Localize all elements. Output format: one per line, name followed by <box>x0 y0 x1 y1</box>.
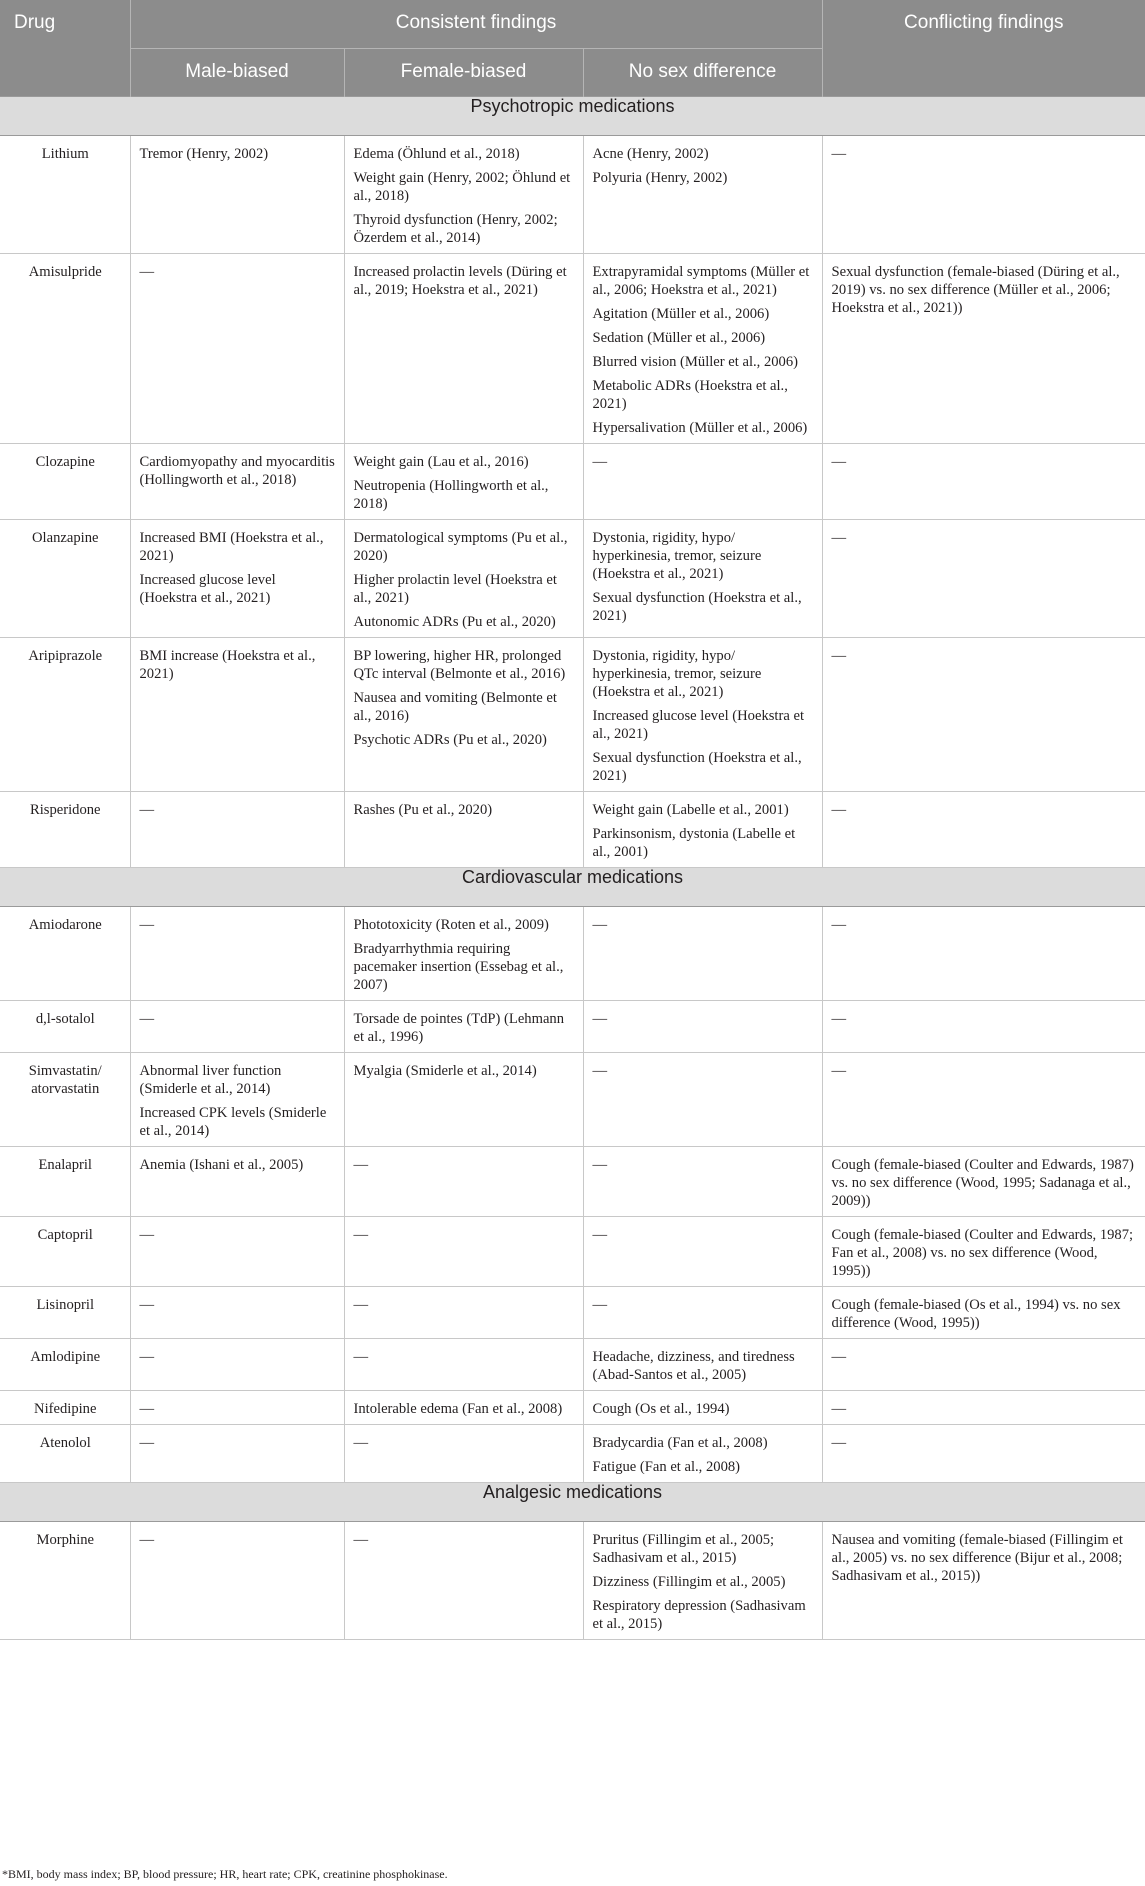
conflict-cell <box>822 444 1145 520</box>
male-cell <box>130 1391 344 1425</box>
drug-cell: Olanzapine <box>0 520 130 638</box>
nodiff-cell <box>583 1001 822 1053</box>
drug-cell: Amiodarone <box>0 907 130 1001</box>
drug-cell: d,l-sotalol <box>0 1001 130 1053</box>
conflict-cell <box>822 1339 1145 1391</box>
finding-entry: — <box>831 802 847 818</box>
nodiff-cell <box>583 254 822 444</box>
finding-entry: — <box>353 1349 369 1365</box>
female-cell <box>344 1425 583 1483</box>
finding-entry: Torsade de pointes (TdP) (Lehmann et al., 1996) <box>353 1011 565 1045</box>
finding-entry: Sexual dysfunction (Hoekstra et al., 2021) <box>592 590 802 624</box>
header-consistent-findings: Consistent findings <box>130 0 822 49</box>
drug-cell: Atenolol <box>0 1425 130 1483</box>
drug-cell: Aripiprazole <box>0 638 130 792</box>
finding-entry: — <box>139 1532 155 1548</box>
nodiff-cell <box>583 520 822 638</box>
finding-entry: — <box>139 1297 155 1313</box>
nodiff-cell <box>583 1287 822 1339</box>
table-footnote: *BMI, body mass index; BP, blood pressure; HR, heart rate; CPK, creatinine phosphokinase. <box>2 1867 448 1881</box>
finding-entry: — <box>139 802 155 818</box>
conflict-cell <box>822 1053 1145 1147</box>
finding-entry: — <box>592 1227 608 1243</box>
conflict-cell <box>822 254 1145 444</box>
male-cell <box>130 1425 344 1483</box>
finding-entry: Neutropenia (Hollingworth et al., 2018) <box>353 478 549 512</box>
finding-entry: Agitation (Müller et al., 2006) <box>592 306 770 322</box>
drug-cell: Enalapril <box>0 1147 130 1217</box>
drug-cell: Captopril <box>0 1217 130 1287</box>
finding-entry: — <box>831 1401 847 1417</box>
drug-cell: Amisulpride <box>0 254 130 444</box>
drug-cell: Lisinopril <box>0 1287 130 1339</box>
male-cell <box>130 638 344 792</box>
section-row <box>0 868 1145 907</box>
table-row <box>0 1053 1145 1147</box>
finding-entry: — <box>139 917 155 933</box>
female-cell <box>344 1001 583 1053</box>
female-cell <box>344 1147 583 1217</box>
table-row <box>0 907 1145 1001</box>
drug-cell: Nifedipine <box>0 1391 130 1425</box>
female-cell <box>344 1391 583 1425</box>
finding-entry: — <box>139 264 155 280</box>
finding-entry: — <box>831 1349 847 1365</box>
conflict-cell <box>822 136 1145 254</box>
header-female-biased: Female-biased <box>344 49 583 97</box>
finding-entry: — <box>592 1063 608 1079</box>
table-row <box>0 1217 1145 1287</box>
table-row <box>0 1339 1145 1391</box>
finding-entry: Sexual dysfunction (female-biased (Düring et al., 2019) vs. no sex difference (Müller et al., 2006; Hoekstra et al., 2021)) <box>831 264 1120 316</box>
finding-entry: Myalgia (Smiderle et al., 2014) <box>353 1063 537 1079</box>
section-row <box>0 97 1145 136</box>
conflict-cell <box>822 1001 1145 1053</box>
table-body <box>0 97 1145 1640</box>
finding-entry: Dermatological symptoms (Pu et al., 2020) <box>353 530 568 564</box>
table-header <box>0 0 1145 97</box>
conflict-cell <box>822 1217 1145 1287</box>
table-row <box>0 520 1145 638</box>
finding-entry: Bradycardia (Fan et al., 2008) <box>592 1435 768 1451</box>
table-row <box>0 1391 1145 1425</box>
nodiff-cell <box>583 1147 822 1217</box>
nodiff-cell <box>583 1425 822 1483</box>
finding-entry: Increased CPK levels (Smiderle et al., 2014) <box>139 1105 327 1139</box>
finding-entry: Fatigue (Fan et al., 2008) <box>592 1459 741 1475</box>
finding-entry: — <box>353 1532 369 1548</box>
male-cell <box>130 1053 344 1147</box>
table-row <box>0 792 1145 868</box>
conflict-cell <box>822 1147 1145 1217</box>
finding-entry: — <box>592 1297 608 1313</box>
finding-entry: Nausea and vomiting (Belmonte et al., 2016) <box>353 690 557 724</box>
finding-entry: — <box>353 1297 369 1313</box>
finding-entry: Dystonia, rigidity, hypo/ hyperkinesia, tremor, seizure (Hoekstra et al., 2021) <box>592 530 762 582</box>
finding-entry: Higher prolactin level (Hoekstra et al., 2021) <box>353 572 557 606</box>
female-cell <box>344 1522 583 1640</box>
nodiff-cell <box>583 907 822 1001</box>
finding-entry: Abnormal liver function (Smiderle et al., 2014) <box>139 1063 282 1097</box>
header-drug: Drug <box>0 0 130 97</box>
finding-entry: — <box>831 917 847 933</box>
finding-entry: Nausea and vomiting (female-biased (Fillingim et al., 2005) vs. no sex difference (Bijur et al., 2008; Sadhasivam et al., 2015)) <box>831 1532 1123 1584</box>
nodiff-cell <box>583 1339 822 1391</box>
finding-entry: Respiratory depression (Sadhasivam et al., 2015) <box>592 1598 806 1632</box>
nodiff-cell <box>583 1522 822 1640</box>
conflict-cell <box>822 1287 1145 1339</box>
nodiff-cell <box>583 1053 822 1147</box>
finding-entry: Hypersalivation (Müller et al., 2006) <box>592 420 808 436</box>
finding-entry: — <box>831 1011 847 1027</box>
nodiff-cell <box>583 792 822 868</box>
finding-entry: — <box>139 1349 155 1365</box>
table-row <box>0 1287 1145 1339</box>
female-cell <box>344 907 583 1001</box>
nodiff-cell <box>583 444 822 520</box>
conflict-cell <box>822 792 1145 868</box>
drug-cell: Simvastatin/ atorvastatin <box>0 1053 130 1147</box>
finding-entry: — <box>353 1157 369 1173</box>
finding-entry: Anemia (Ishani et al., 2005) <box>139 1157 304 1173</box>
male-cell <box>130 520 344 638</box>
finding-entry: Headache, dizziness, and tiredness (Abad-Santos et al., 2005) <box>592 1349 795 1383</box>
male-cell <box>130 444 344 520</box>
table-row <box>0 638 1145 792</box>
male-cell <box>130 136 344 254</box>
male-cell <box>130 254 344 444</box>
table-row <box>0 1001 1145 1053</box>
drug-cell: Morphine <box>0 1522 130 1640</box>
section-row <box>0 1483 1145 1522</box>
finding-entry: — <box>139 1401 155 1417</box>
finding-entry: — <box>139 1435 155 1451</box>
finding-entry: Psychotic ADRs (Pu et al., 2020) <box>353 732 547 748</box>
conflict-cell <box>822 638 1145 792</box>
finding-entry: Sexual dysfunction (Hoekstra et al., 2021) <box>592 750 802 784</box>
finding-entry: Pruritus (Fillingim et al., 2005; Sadhasivam et al., 2015) <box>592 1532 775 1566</box>
finding-entry: — <box>831 648 847 664</box>
table-row <box>0 1425 1145 1483</box>
drug-cell: Amlodipine <box>0 1339 130 1391</box>
female-cell <box>344 1217 583 1287</box>
nodiff-cell <box>583 1217 822 1287</box>
male-cell <box>130 907 344 1001</box>
male-cell <box>130 792 344 868</box>
finding-entry: Cough (Os et al., 1994) <box>592 1401 730 1417</box>
female-cell <box>344 444 583 520</box>
conflict-cell <box>822 1425 1145 1483</box>
section-title: Cardiovascular medications <box>0 868 1145 907</box>
female-cell <box>344 638 583 792</box>
finding-entry: — <box>831 1063 847 1079</box>
header-no-sex-difference: No sex difference <box>583 49 822 97</box>
conflict-cell <box>822 520 1145 638</box>
section-title: Analgesic medications <box>0 1483 1145 1522</box>
finding-entry: Increased glucose level (Hoekstra et al., 2021) <box>139 572 276 606</box>
finding-entry: — <box>831 1435 847 1451</box>
male-cell <box>130 1522 344 1640</box>
finding-entry: — <box>592 917 608 933</box>
finding-entry: Sedation (Müller et al., 2006) <box>592 330 766 346</box>
finding-entry: — <box>139 1227 155 1243</box>
male-cell <box>130 1217 344 1287</box>
finding-entry: Parkinsonism, dystonia (Labelle et al., 2001) <box>592 826 796 860</box>
finding-entry: Dizziness (Fillingim et al., 2005) <box>592 1574 786 1590</box>
finding-entry: Dystonia, rigidity, hypo/ hyperkinesia, tremor, seizure (Hoekstra et al., 2021) <box>592 648 762 700</box>
finding-entry: — <box>831 146 847 162</box>
finding-entry: Bradyarrhythmia requiring pacemaker insertion (Essebag et al., 2007) <box>353 941 564 993</box>
finding-entry: — <box>831 454 847 470</box>
finding-entry: Intolerable edema (Fan et al., 2008) <box>353 1401 563 1417</box>
female-cell <box>344 136 583 254</box>
nodiff-cell <box>583 136 822 254</box>
header-conflicting-findings: Conflicting findings <box>822 0 1145 97</box>
female-cell <box>344 520 583 638</box>
finding-entry: Cardiomyopathy and myocarditis (Hollingworth et al., 2018) <box>139 454 335 488</box>
finding-entry: Extrapyramidal symptoms (Müller et al., 2006; Hoekstra et al., 2021) <box>592 264 810 298</box>
female-cell <box>344 254 583 444</box>
section-title: Psychotropic medications <box>0 97 1145 136</box>
conflict-cell <box>822 1522 1145 1640</box>
drug-cell: Clozapine <box>0 444 130 520</box>
finding-entry: Cough (female-biased (Os et al., 1994) vs. no sex difference (Wood, 1995)) <box>831 1297 1121 1331</box>
finding-entry: Increased glucose level (Hoekstra et al., 2021) <box>592 708 805 742</box>
finding-entry: Polyuria (Henry, 2002) <box>592 170 728 186</box>
finding-entry: — <box>592 1011 608 1027</box>
finding-entry: — <box>353 1435 369 1451</box>
nodiff-cell <box>583 638 822 792</box>
male-cell <box>130 1287 344 1339</box>
finding-entry: — <box>831 530 847 546</box>
header-male-biased: Male-biased <box>130 49 344 97</box>
finding-entry: BMI increase (Hoekstra et al., 2021) <box>139 648 316 682</box>
finding-entry: Increased BMI (Hoekstra et al., 2021) <box>139 530 324 564</box>
male-cell <box>130 1339 344 1391</box>
finding-entry: Weight gain (Henry, 2002; Öhlund et al., 2018) <box>353 170 571 204</box>
finding-entry: Cough (female-biased (Coulter and Edwards, 1987; Fan et al., 2008) vs. no sex difference (Wood, 1995)) <box>831 1227 1134 1279</box>
table-row <box>0 254 1145 444</box>
conflict-cell <box>822 1391 1145 1425</box>
nodiff-cell <box>583 1391 822 1425</box>
finding-entry: — <box>353 1227 369 1243</box>
finding-entry: Edema (Öhlund et al., 2018) <box>353 146 520 162</box>
finding-entry: — <box>592 1157 608 1173</box>
drug-cell: Risperidone <box>0 792 130 868</box>
table-row <box>0 1147 1145 1217</box>
table-row <box>0 444 1145 520</box>
finding-entry: Metabolic ADRs (Hoekstra et al., 2021) <box>592 378 788 412</box>
finding-entry: Autonomic ADRs (Pu et al., 2020) <box>353 614 556 630</box>
finding-entry: Thyroid dysfunction (Henry, 2002; Özerdem et al., 2014) <box>353 212 558 246</box>
finding-entry: Weight gain (Lau et al., 2016) <box>353 454 529 470</box>
finding-entry: Blurred vision (Müller et al., 2006) <box>592 354 798 370</box>
table-row <box>0 1522 1145 1640</box>
finding-entry: — <box>139 1011 155 1027</box>
male-cell <box>130 1147 344 1217</box>
finding-entry: — <box>592 454 608 470</box>
finding-entry: Phototoxicity (Roten et al., 2009) <box>353 917 549 933</box>
finding-entry: Tremor (Henry, 2002) <box>139 146 269 162</box>
finding-entry: Rashes (Pu et al., 2020) <box>353 802 493 818</box>
male-cell <box>130 1001 344 1053</box>
conflict-cell <box>822 907 1145 1001</box>
finding-entry: BP lowering, higher HR, prolonged QTc interval (Belmonte et al., 2016) <box>353 648 566 682</box>
finding-entry: Increased prolactin levels (Düring et al., 2019; Hoekstra et al., 2021) <box>353 264 567 298</box>
table-row <box>0 136 1145 254</box>
female-cell <box>344 1053 583 1147</box>
female-cell <box>344 1339 583 1391</box>
female-cell <box>344 1287 583 1339</box>
finding-entry: Weight gain (Labelle et al., 2001) <box>592 802 789 818</box>
finding-entry: Cough (female-biased (Coulter and Edwards, 1987) vs. no sex difference (Wood, 1995; Sadanaga et al., 2009)) <box>831 1157 1134 1209</box>
drug-cell: Lithium <box>0 136 130 254</box>
female-cell <box>344 792 583 868</box>
finding-entry: Acne (Henry, 2002) <box>592 146 709 162</box>
